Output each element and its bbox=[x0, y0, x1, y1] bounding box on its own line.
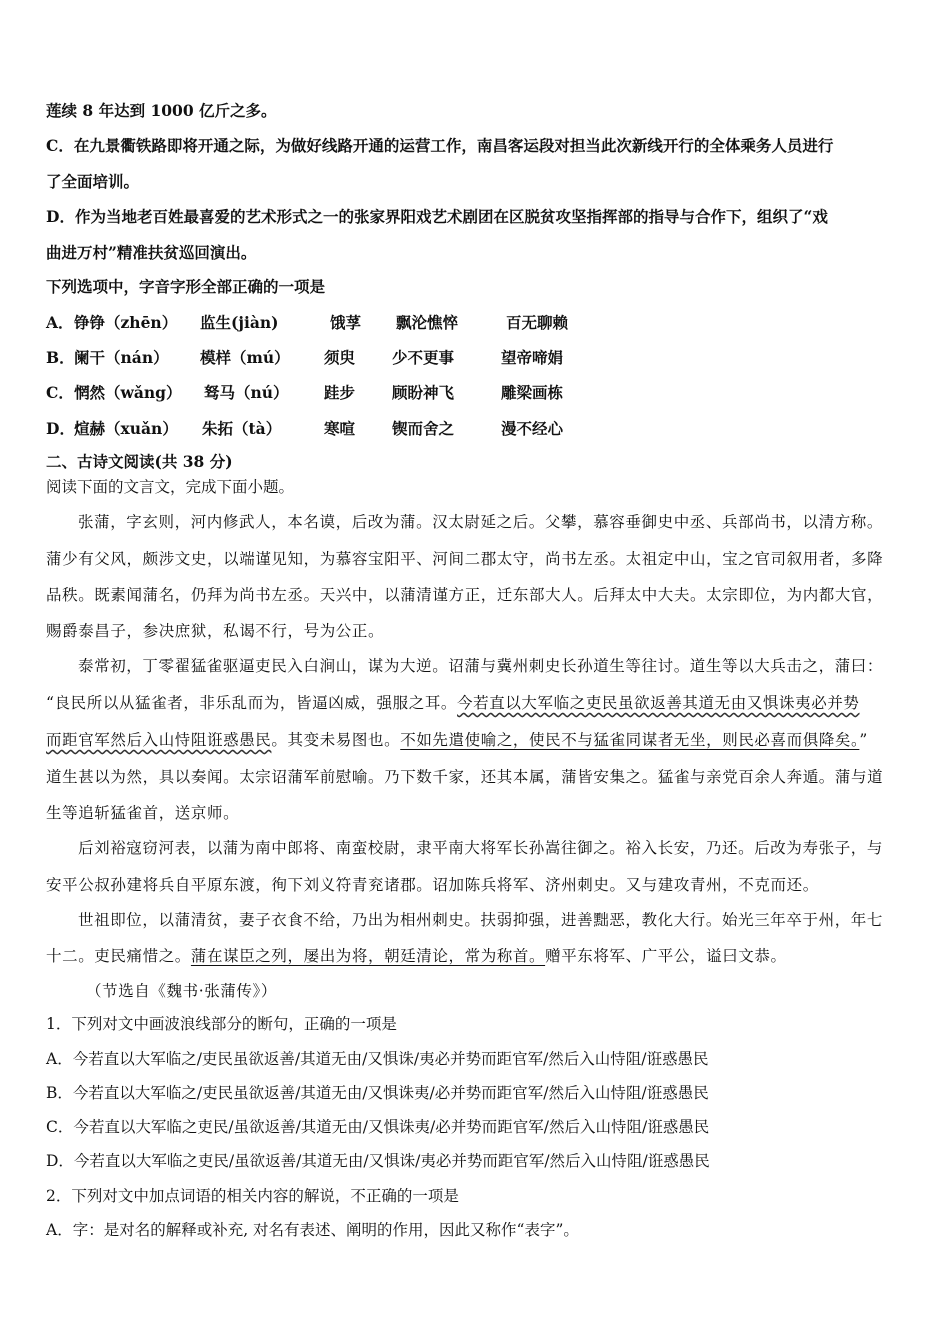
choice-label: A． bbox=[46, 313, 74, 332]
passage-text: 。其变未易图也。 bbox=[271, 731, 401, 749]
passage-line: 赐爵泰昌子，参决庶狱，私谒不行，号为公正。 bbox=[46, 622, 385, 640]
question-1-option-b: B．今若直以大军临之/吏民虽欲返善/其道无由/又惧诛夷/必并势而距官军/然后入山恃阻/诳惑愚民 bbox=[46, 1084, 709, 1102]
choice-item: 少不更事 bbox=[392, 348, 455, 367]
choice-item: 漫不经心 bbox=[501, 419, 564, 438]
choice-item: 煊赫（xuǎn） bbox=[74, 419, 178, 438]
choice-item: 驽马（nú） bbox=[204, 383, 289, 402]
choice-item: 顾盼神飞 bbox=[392, 383, 455, 402]
section-heading: 二、古诗文阅读(共 38 分) bbox=[46, 452, 233, 471]
choice-item: 锲而舍之 bbox=[392, 419, 455, 438]
passage-text: “良民所以从猛雀者，非乐乱而为，皆逼凶威，强服之耳。 bbox=[46, 694, 458, 712]
passage-text: ” bbox=[859, 731, 868, 749]
choice-label: D． bbox=[46, 419, 75, 438]
passage-source: （节选自《魏书·张蒲传》） bbox=[86, 982, 277, 1000]
choice-item: 百无聊赖 bbox=[506, 313, 569, 332]
question-prompt: 下列选项中，字音字形全部正确的一项是 bbox=[46, 277, 326, 296]
passage-line: 泰常初，丁零翟猛雀驱逼吏民入白涧山，谋为大逆。诏蒲与冀州刺史长孙道生等往讨。道生等以大兵击之，蒲曰： bbox=[78, 657, 884, 675]
question-2-option-a: A．字：是对名的解释或补充, 对名有表述、阐明的作用，因此又称作“表字”。 bbox=[46, 1221, 579, 1239]
question-1: 1．下列对文中画波浪线部分的断句，正确的一项是 bbox=[46, 1015, 397, 1033]
text-line: 莲续 8 年达到 1000 亿斤之多。 bbox=[46, 101, 277, 120]
option-d-line: 曲进万村”精准扶贫巡回演出。 bbox=[46, 243, 257, 262]
passage-line: 后刘裕寇窃河表，以蒲为南中郎将、南蛮校尉，隶平南大将军长孙嵩往御之。裕入长安，乃还。后改为寿张子，与 bbox=[78, 839, 884, 857]
option-c-line: C．在九景衢铁路即将开通之际，为做好线路开通的运营工作，南昌客运段对担当此次新线开行的全体乘务人员进行 bbox=[46, 136, 834, 155]
option-c-line: 了全面培训。 bbox=[46, 172, 140, 191]
choice-item: 跬步 bbox=[324, 383, 356, 402]
choice-label: B． bbox=[46, 348, 75, 367]
passage-line: 品秩。既素闻蒲名，仍拜为尚书左丞。天兴中，以蒲清谨方正，迁东部大人。后拜太中大夫。太宗即位，为内都大官， bbox=[46, 586, 884, 604]
passage-line: 道生甚以为然，具以奏闻。太宗诏蒲军前慰喻。乃下数千家，还其本属，蒲皆安集之。猛雀与亲党百余人奔遁。蒲与道 bbox=[46, 768, 884, 786]
choice-label: C． bbox=[46, 383, 74, 402]
question-2: 2．下列对文中加点词语的相关内容的解说，不正确的一项是 bbox=[46, 1187, 459, 1205]
passage-line: 张蒲，字玄则，河内修武人，本名谟，后改为蒲。汉太尉延之后。父攀，慕容垂御史中丞、兵部尚书，以清方称。 bbox=[78, 513, 884, 531]
choice-item: 监生(jiàn) bbox=[200, 313, 279, 332]
passage-line: 世祖即位，以蒲清贫，妻子衣食不给，乃出为相州刺史。扶弱抑强，进善黜恶，教化大行。始光三年卒于州，年七 bbox=[78, 911, 884, 929]
choice-item: 望帝啼娟 bbox=[501, 348, 564, 367]
question-1-option-a: A．今若直以大军临之/吏民虽欲返善/其道无由/又惧诛/夷必并势而距官军/然后入山恃阻/诳惑愚民 bbox=[46, 1050, 709, 1068]
passage-line bbox=[46, 693, 860, 713]
passage-line: 安平公叔孙建将兵自平原东渡，徇下刘义符青兖诸郡。诏加陈兵将军、济州刺史。又与建攻青州，不克而还。 bbox=[46, 876, 819, 894]
choice-item: 阑干（nán） bbox=[74, 348, 169, 367]
question-1-option-d: D．今若直以大军临之吏民/虽欲返善/其道无由/又惧诛/夷必并势而距官军/然后入山恃阻/诳惑愚民 bbox=[46, 1152, 710, 1170]
option-d-line: D．作为当地老百姓最喜爱的艺术形式之一的张家界阳戏艺术剧团在区脱贫攻坚指挥部的指导与合作下，组织了“戏 bbox=[46, 207, 828, 226]
underlined-text: 蒲在谋臣之列，屡出为将，朝廷清论，常为称首。 bbox=[190, 947, 546, 965]
passage-line bbox=[46, 946, 787, 966]
question-1-option-c: C．今若直以大军临之吏民/虽欲返善/其道无由/又惧诛夷/必并势而距官军/然后入山恃阻/诳惑愚民 bbox=[46, 1118, 710, 1136]
wavy-underlined-text: 而距官军然后入山恃阻诳惑愚民 bbox=[46, 731, 272, 749]
choice-item: 须臾 bbox=[324, 348, 356, 367]
choice-item: 朱拓（tà） bbox=[202, 419, 282, 438]
passage-text: 赠平东将军、广平公，谥曰文恭。 bbox=[545, 947, 787, 965]
choice-item: 寒喧 bbox=[324, 419, 356, 438]
choice-item: 惘然（wǎng） bbox=[74, 383, 182, 402]
passage-line: 生等追斩猛雀首，送京师。 bbox=[46, 804, 240, 822]
choice-item: 铮铮（zhēn） bbox=[74, 313, 178, 332]
choice-item: 模样（mú） bbox=[200, 348, 290, 367]
passage-text: 十二。吏民痛惜之。 bbox=[46, 947, 191, 965]
passage-line bbox=[46, 730, 868, 750]
section-intro: 阅读下面的文言文，完成下面小题。 bbox=[46, 478, 295, 496]
underlined-text: 不如先遣使喻之，使民不与猛雀同谋者无坐，则民必喜而俱降矣。 bbox=[400, 731, 860, 749]
choice-item: 飘沦憔悴 bbox=[396, 313, 459, 332]
wavy-underlined-text: 今若直以大军临之吏民虽欲返善其道无由又惧诛夷必并势 bbox=[457, 694, 860, 712]
choice-item: 雕梁画栋 bbox=[501, 383, 564, 402]
choice-item: 饿莩 bbox=[330, 313, 362, 332]
passage-line: 蒲少有父风，颇涉文史，以端谨见知，为慕容宝阳平、河间二郡太守，尚书左丞。太祖定中山，宝之官司叙用者，多降 bbox=[46, 550, 884, 568]
